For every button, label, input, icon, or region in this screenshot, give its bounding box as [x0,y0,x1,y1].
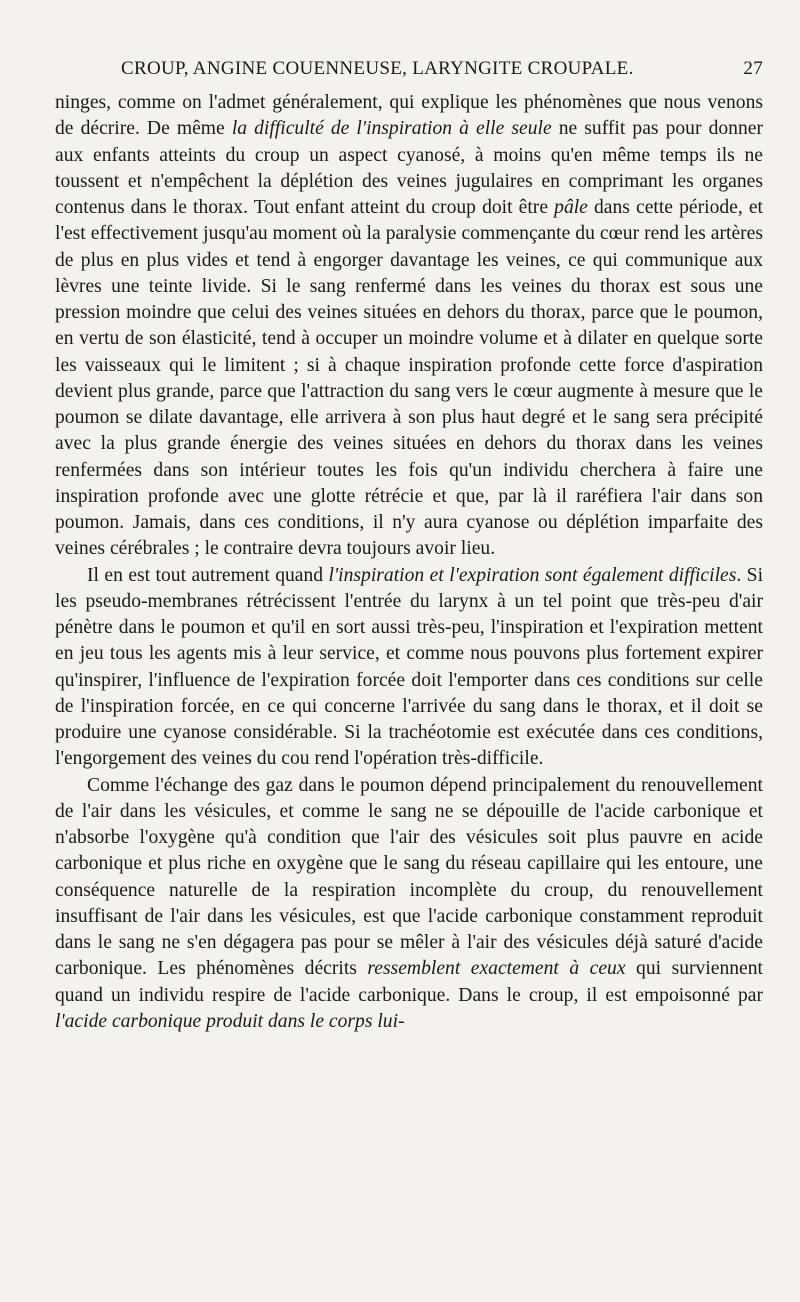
italic-text: l'acide carbonique produit dans le corps lui- [55,1010,405,1032]
text-run: Il en est tout autrement quand [87,564,329,586]
text-run: dans cette période, et l'est effectivement jusqu'au moment où la paralysie commençante du cœur rend les artères de plus en plus vides et tend à engorger davantage les veines, ce qui communique aux lèvres une teinte livide. Si le sang renfermé dans les veines du thorax est sous une pression moindre que celui des veines situées en dehors du thorax, parce que le poumon, en vertu de son élasticité, tend à occuper un moindre volume et à dilater en quelque sorte les vaisseaux qui le limitent ; si à chaque inspiration profonde cette force d'aspiration devient plus grande, parce que l'attraction du sang vers le cœur augmente à mesure que le poumon se dilate davantage, elle arrivera à son plus haut degré et le sang sera précipité avec la plus grande énergie des veines situées en dehors du thorax dans les veines renfermées dans son intérieur toutes les fois qu'un individu cherchera à faire une inspiration profonde avec une glotte rétrécie et que, par là il raréfiera l'air dans son poumon. Jamais, dans ces conditions, il n'y aura cyanose ou déplétion imparfaite des veines cérébrales ; le contraire devra toujours avoir lieu. [55,197,764,560]
text-run: ne suffit pas pour donner aux enfants atteints du croup un aspect cyanosé, à moins qu'en même temps ils ne toussent et n'empêchent la déplétion des veines jugulaires en comprimant les organes contenus dans le thorax. Tout enfant atteint du croup doit être [55,118,763,218]
text-run: . Si les pseudo-membranes rétrécissent l'entrée du larynx à un tel point que très-peu d'air pénètre dans le poumon et qu'il en sort aussi très-peu, l'inspiration et l'expiration mettent en jeu tous les agents mis à leur service, et comme nous pouvons plus fortement expirer qu'inspirer, l'influence de l'expiration forcée doit l'emporter dans ces conditions sur celle de l'inspiration forcée, en ce qui concerne l'arrivée du sang dans le thorax, et il doit se produire une cyanose considérable. Si la trachéotomie est exécutée dans ces conditions, l'engorgement des veines du cou rend l'opération très-difficile. [55,564,764,770]
paragraph [55,773,763,1036]
italic-text: ressemblent exactement à ceux [367,958,626,980]
text-run: Comme l'échange des gaz dans le poumon dépend principalement du renouvellement de l'air dans les vésicules, et comme le sang ne se dépouille de l'acide carbonique et n'absorbe l'oxygène qu'à condition que l'air des vésicules soit plus pauvre en acide carbonique et plus riche en oxygène que le sang du réseau capillaire qui les entoure, une conséquence naturelle de la respiration incomplète du croup, du renouvellement insuffisant de l'air dans les vésicules, est que l'acide carbonique constamment reproduit dans le sang ne s'en dégagera pas pour se mêler à l'air des vésicules déjà saturé d'acide carbonique. Les phénomènes décrits [55,774,763,980]
running-title: CROUP, ANGINE COUENNEUSE, LARYNGITE CROUPALE. [121,58,634,79]
body-text [55,90,763,1035]
italic-text: l'inspiration et l'expiration sont également difficiles [328,564,737,586]
page-number: 27 [743,58,763,79]
paragraph [55,563,763,773]
text-run: qui surviennent quand un individu respire de l'acide carbonique. Dans le croup, il est empoisonné par [55,958,763,1006]
italic-text: la difficulté de l'inspiration à elle seule [231,118,552,140]
text-run: ninges, comme on l'admet généralement, qui explique les phénomènes que nous venons de décrire. De même [55,92,763,140]
italic-text: pâle [554,197,588,218]
book-page [55,58,763,1035]
running-head [55,58,763,82]
paragraph [55,90,763,563]
